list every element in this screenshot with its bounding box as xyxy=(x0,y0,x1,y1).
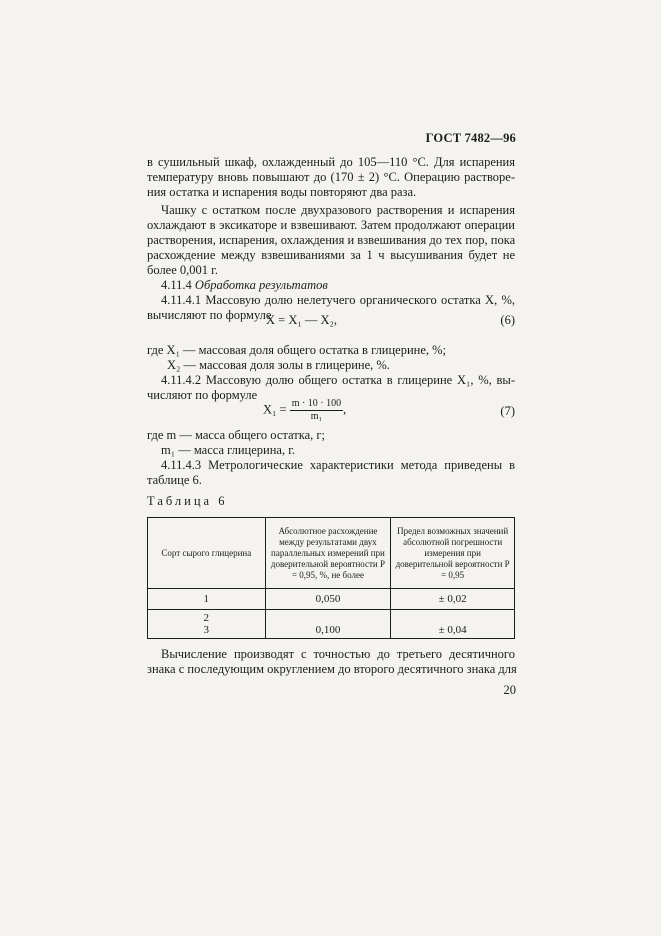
table-header-cell: Сорт сырого глицерина xyxy=(148,518,266,589)
table-row xyxy=(148,589,515,610)
paragraph-where-1 xyxy=(147,343,515,403)
table-cell: ± 0,04 xyxy=(391,610,515,639)
text-line: температуру вновь повышают до (170 ± 2) °С. Операцию растворе- xyxy=(147,170,515,184)
equation-7-number: (7) xyxy=(500,404,515,418)
equation-7-tail: , xyxy=(343,402,347,417)
section-number: 4.11.4 xyxy=(161,278,192,292)
table-header-cell: Абсолютное расхождение между результатами двух параллельных измерений при доверительной вероятности P = 0,95, %, не более xyxy=(265,518,391,589)
text-line: в сушильный шкаф, охлажденный до 105—110 °С. Для испарения xyxy=(147,155,515,169)
table-cell xyxy=(148,610,266,639)
paragraph-where-2 xyxy=(147,428,515,488)
text-line: охлаждают в эксикаторе и взвешивают. Затем продолжают операции xyxy=(147,218,515,232)
text-line: ния остатка и испарения воды повторяют два раза. xyxy=(147,185,417,199)
table-cell: 0,100 xyxy=(265,610,391,639)
section-heading xyxy=(147,278,515,293)
text-line: где m — масса общего остатка, г; xyxy=(147,428,325,442)
text-line: числяют по формуле xyxy=(147,388,258,402)
paragraph-drying xyxy=(147,155,515,323)
fraction-denominator: m₁ xyxy=(310,411,323,422)
text-line: Чашку с остатком после двухразового растворения и испарения xyxy=(161,203,515,217)
standard-header: ГОСТ 7482—96 xyxy=(425,131,516,145)
table-caption: Таблица 6 xyxy=(147,494,228,508)
table-cell: ± 0,02 xyxy=(391,589,515,610)
table-row xyxy=(148,610,515,639)
text-line: m₁ — масса глицерина, г. xyxy=(161,443,296,457)
paragraph-calculation xyxy=(147,647,515,677)
text-line: 4.11.4.2 Массовую долю общего остатка в глицерине X₁, %, вы- xyxy=(161,373,515,387)
fraction-numerator: m · 10 · 100 xyxy=(291,398,342,409)
equation-7 xyxy=(263,398,346,423)
equation-6-number: (6) xyxy=(500,313,515,327)
text-line: вычисляют по формуле xyxy=(147,308,272,322)
equation-7-fraction xyxy=(290,398,343,423)
text-line: 4.11.4.1 Массовую долю нелетучего органического остатка X, %, xyxy=(161,293,515,307)
text-line: X₂ — массовая доля золы в глицерине, %. xyxy=(167,358,390,372)
text-line: Вычисление производят с точностью до третьего десятичного xyxy=(161,647,515,661)
equation-7-lhs: X₁ = xyxy=(263,402,287,417)
page-number: 20 xyxy=(503,683,516,697)
grade-value: 2 xyxy=(203,612,210,624)
table-cell: 1 xyxy=(148,589,266,610)
text-line: 4.11.4.3 Метрологические характеристики метода приведены в xyxy=(161,458,515,472)
equation-6: X = X₁ — X₂, xyxy=(266,313,337,327)
text-line: знака с последующим округлением до второго десятичного знака для xyxy=(147,662,517,676)
text-line: растворения, испарения, охлаждения и взвешивания до тех пор, пока xyxy=(147,233,516,247)
grade-value: 3 xyxy=(203,624,210,636)
table-header-cell: Предел возможных значений абсолютной погрешности измерения при доверительной вероятности P = 0,95 xyxy=(391,518,515,589)
text-line: где X₁ — массовая доля общего остатка в глицерине, %; xyxy=(147,343,447,357)
text-line: таблице 6. xyxy=(147,473,202,487)
table-header-row xyxy=(148,518,515,589)
table-6 xyxy=(147,517,515,639)
table-cell: 0,050 xyxy=(265,589,391,610)
text-line: более 0,001 г. xyxy=(147,263,218,277)
text-line: расхождение между взвешиваниями за 1 ч высушивания будет не xyxy=(147,248,515,262)
section-title: Обработка результатов xyxy=(194,278,328,292)
